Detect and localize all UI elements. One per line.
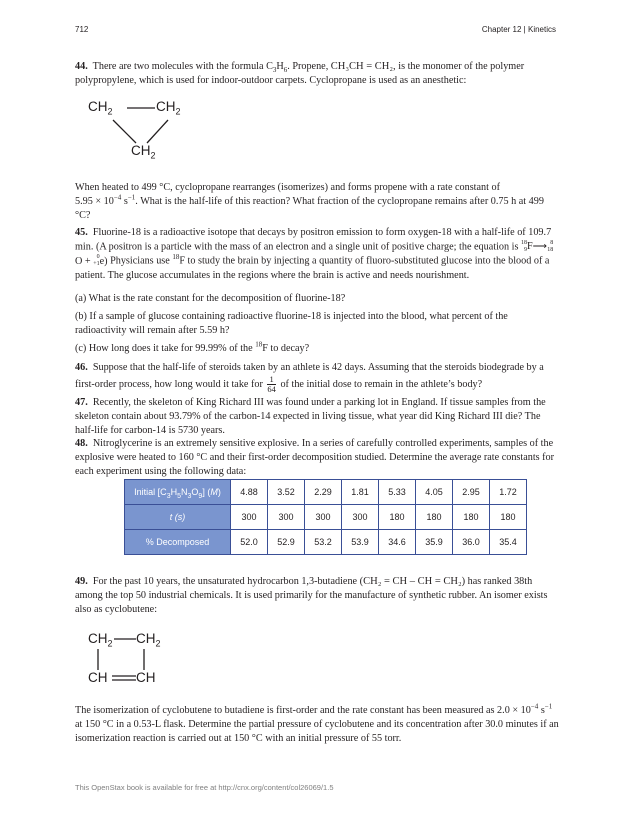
propene-formula: CH₃CH = CH₂, — [330, 61, 396, 72]
table-cell: 1.81 — [342, 480, 379, 505]
table-cell: 2.95 — [453, 480, 490, 505]
decay-equation: 18 9F⟶ 8 18O + 0 +1e) — [75, 240, 554, 268]
question-45c: (c) How long does it take for 99.99% of the $^{18}$F to decay? — [75, 340, 310, 354]
question-49-body: The isomerization of cyclobutene to butadiene is first-order and the rate constant has been measured as $2.0 \times 10^{-4}$ $s^{-1}$ at 150 °C in a 0.53-L flask. Determine the partial pressure of cyclobutene and its concentration after 30.0 minutes if an isomerization reaction is carried out at 150 °C with an initial pressure of 55 torr. — [75, 702, 559, 744]
table-cell: 300 — [268, 505, 305, 530]
table-cell: 52.0 — [231, 530, 268, 555]
row-header: t (s) — [125, 505, 231, 530]
table-cell: 3.52 — [268, 480, 305, 505]
table-row — [125, 530, 527, 555]
nitroglycerine-data-table — [124, 479, 527, 555]
page-number: 712 — [75, 25, 89, 34]
table-cell: 36.0 — [453, 530, 490, 555]
cyclopropane-bonds — [100, 100, 190, 150]
question-48: 48. Nitroglycerine is an extremely sensitive explosive. In a series of carefully controlled experiments, samples of the explosive were heated to 160 °C and their first-order decomposition studied. Determine the average rate constants for each experiment using the following data: — [75, 438, 555, 477]
question-number: 44. — [75, 61, 88, 72]
table-cell: 35.9 — [416, 530, 453, 555]
table-row — [125, 480, 527, 505]
table-cell: 2.29 — [305, 480, 342, 505]
fraction-1-64: $\frac{1}{64}$ — [267, 374, 276, 394]
row-header: Initial $[C_3H_5N_3O_9]$ (M) — [125, 480, 231, 505]
table-cell: 300 — [342, 505, 379, 530]
cyclobutene-bonds — [90, 630, 170, 690]
table-cell: 35.4 — [490, 530, 527, 555]
table-cell: 180 — [416, 505, 453, 530]
butadiene-formula: (CH₂ = CH – CH = CH₂) — [359, 576, 466, 587]
question-45: 45. Fluorine-18 is a radioactive isotope that decays by positron emission to form oxygen-18 with a half-life of 109.7 min. (A positron is a particle with the mass of an electron and a single unit of positive charge; the equation is 18 9F⟶ 8 18O + 0 +1e) Physicians use $^{18}$F to study the brain by injecting a quantity of fluoro-substituted glucose into the blood of a patient. The glucose accumulates in the regions where the brain is active and needs nourishment. — [75, 227, 554, 281]
table-cell: 300 — [231, 505, 268, 530]
table-cell: 52.9 — [268, 530, 305, 555]
question-44: 44. There are two molecules with the formula $C_3H_6$. Propene, CH₃CH = CH₂, is the monomer of the polymer polypropylene, which is used for indoor-outdoor carpets. Cyclopropane is used as an anesthetic: — [75, 61, 525, 86]
table-cell: 5.33 — [379, 480, 416, 505]
question-45a: (a) What is the rate constant for the decomposition of fluorine-18? — [75, 293, 346, 304]
table-cell: 53.9 — [342, 530, 379, 555]
question-47: 47. Recently, the skeleton of King Richard III was found under a parking lot in England. If tissue samples from the skeleton contain about 93.79% of the carbon-14 expected in living tissue, what year did King Richard III die? The half-life for carbon-14 is 5730 years. — [75, 397, 546, 436]
question-45b: (b) If a sample of glucose containing radioactive fluorine-18 is injected into the blood, what percent of the radioactivity will remain after 5.59 h? — [75, 311, 508, 336]
table-cell: 180 — [379, 505, 416, 530]
chapter-header: Chapter 12 | Kinetics — [481, 25, 556, 34]
table-cell: 180 — [490, 505, 527, 530]
table-cell: 1.72 — [490, 480, 527, 505]
table-cell: 300 — [305, 505, 342, 530]
row-header: % Decomposed — [125, 530, 231, 555]
footer: This OpenStax book is available for free at http://cnx.org/content/col26069/1.5 — [75, 783, 334, 792]
table-row — [125, 505, 527, 530]
question-44-body: When heated to 499 °C, cyclopropane rearranges (isomerizes) and forms propene with a rate constant of $5.95 \times 10^{-4}$ $s^{-1}$. What is the half-life of this reaction? What fraction of the cyclopropane remains after 0.75 h at 499 °C? — [75, 182, 544, 221]
table-cell: 4.05 — [416, 480, 453, 505]
table-cell: 53.2 — [305, 530, 342, 555]
question-46: 46. Suppose that the half-life of steroids taken by an athlete is 42 days. Assuming that the steroids biodegrade by a first-order process, how long would it take for $\frac{1}{64}$ of the initial dose to remain in the athlete’s body? — [75, 362, 544, 394]
table-cell: 34.6 — [379, 530, 416, 555]
table-cell: 4.88 — [231, 480, 268, 505]
question-49: 49. For the past 10 years, the unsaturated hydrocarbon 1,3-butadiene (CH₂ = CH – CH = CH₂) has ranked 38th among the top 50 industrial chemicals. It is used primarily for the manufacture of synthetic rubber. An isomer exists also as cyclobutene: — [75, 576, 548, 615]
table-cell: 180 — [453, 505, 490, 530]
